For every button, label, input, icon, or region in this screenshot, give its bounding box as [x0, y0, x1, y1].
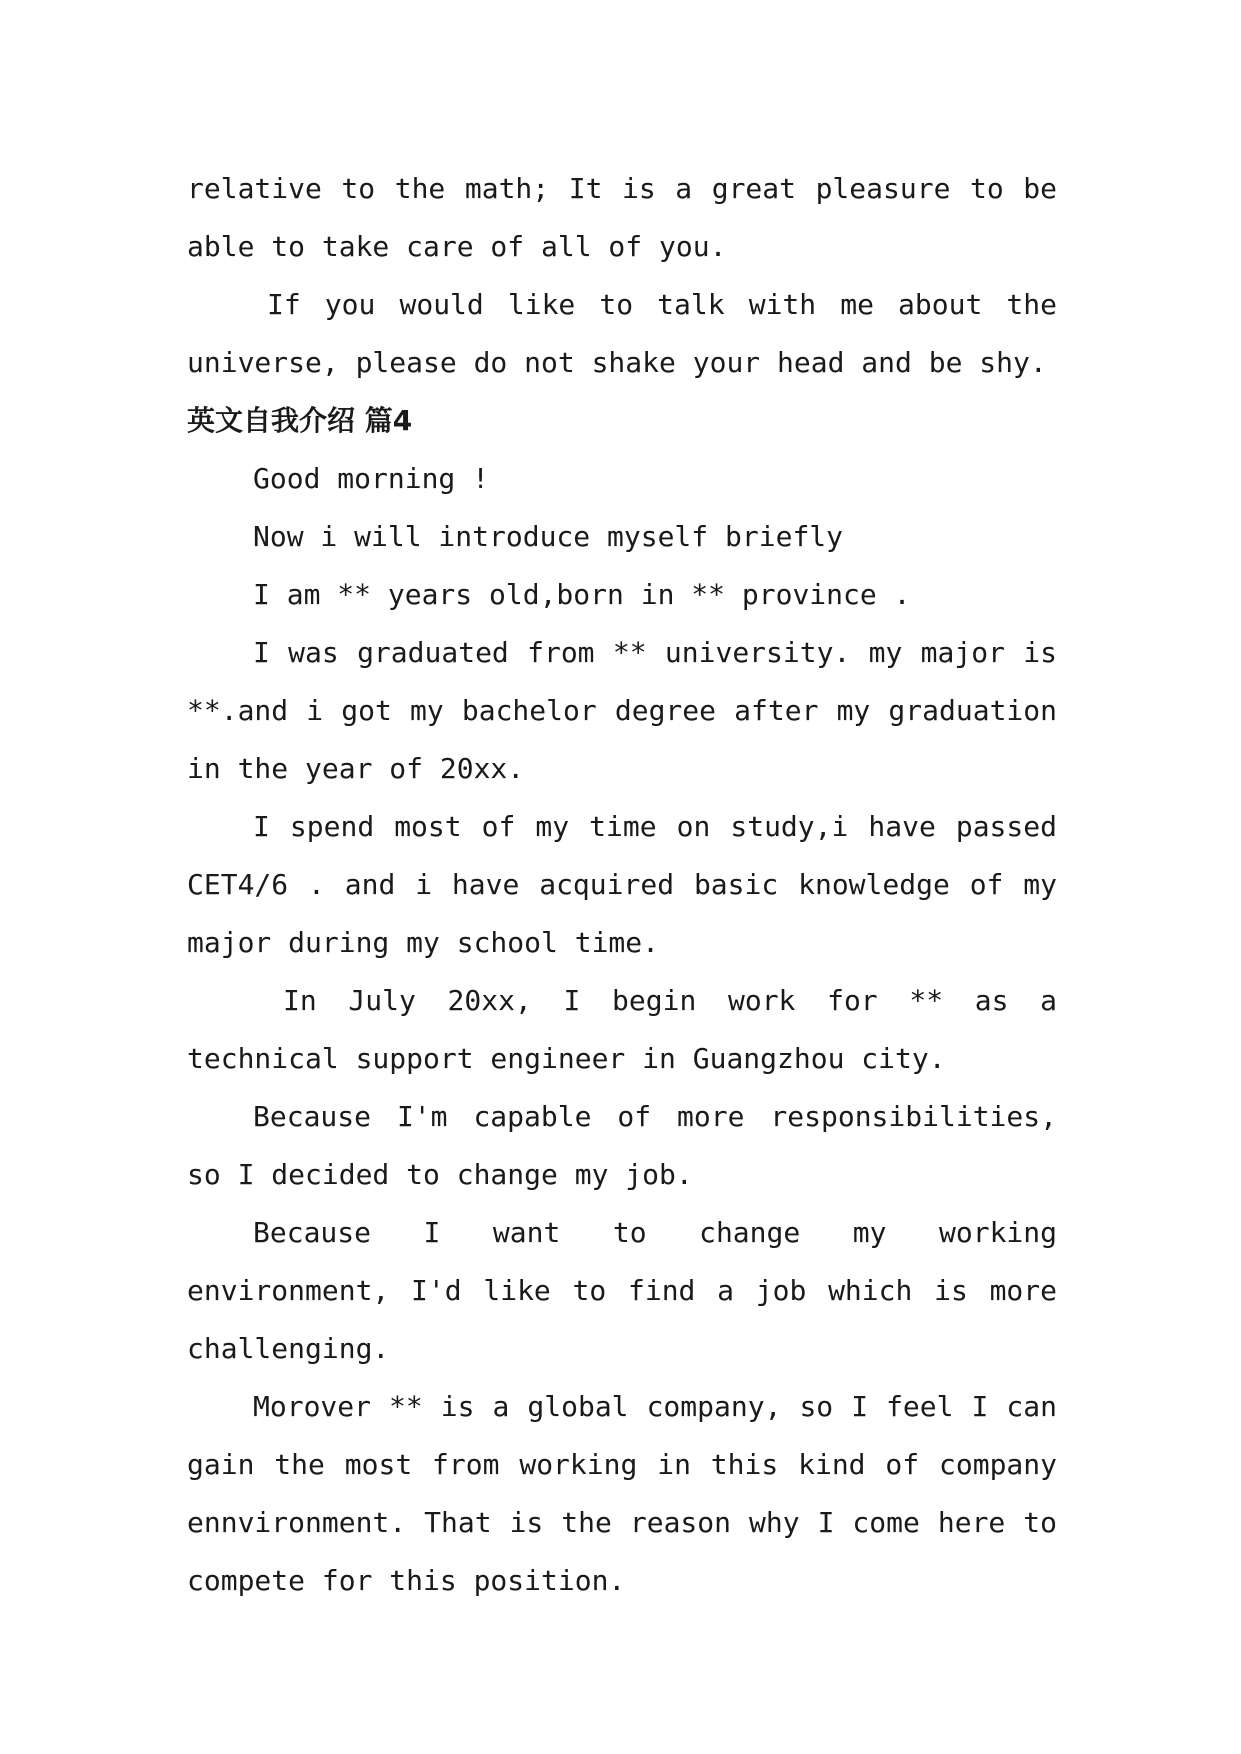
document-body — [187, 160, 1057, 1610]
paragraph-10: Because I want to change my working environment, I'd like to find a job which is more challenging. — [187, 1216, 1057, 1365]
paragraph-11: Morover ** is a global company, so I feel I can gain the most from working in this kind of company ennvironment. That is the reason why I come here to compete for this position. — [187, 1390, 1057, 1597]
paragraph-3: Good morning ! — [253, 462, 490, 495]
paragraph-8: In July 20xx, I begin work for ** as a technical support engineer in Guangzhou city. — [187, 984, 1057, 1075]
paragraph-4: Now i will introduce myself briefly — [253, 520, 844, 553]
paragraph-7: I spend most of my time on study,i have passed CET4/6 . and i have acquired basic knowledge of my major during my school time. — [187, 810, 1057, 959]
paragraph-5: I am ** years old,born in ** province . — [253, 578, 911, 611]
paragraph-9: Because I'm capable of more responsibilities, so I decided to change my job. — [187, 1100, 1057, 1191]
paragraph-1: relative to the math; It is a great pleasure to be able to take care of all of you. — [187, 172, 1057, 263]
paragraph-2: If you would like to talk with me about the universe, please do not shake your head and be shy. — [187, 288, 1057, 379]
paragraph-6: I was graduated from ** university. my major is **.and i got my bachelor degree after my graduation in the year of 20xx. — [187, 636, 1057, 785]
section-heading: 英文自我介绍 篇4 — [187, 404, 413, 437]
